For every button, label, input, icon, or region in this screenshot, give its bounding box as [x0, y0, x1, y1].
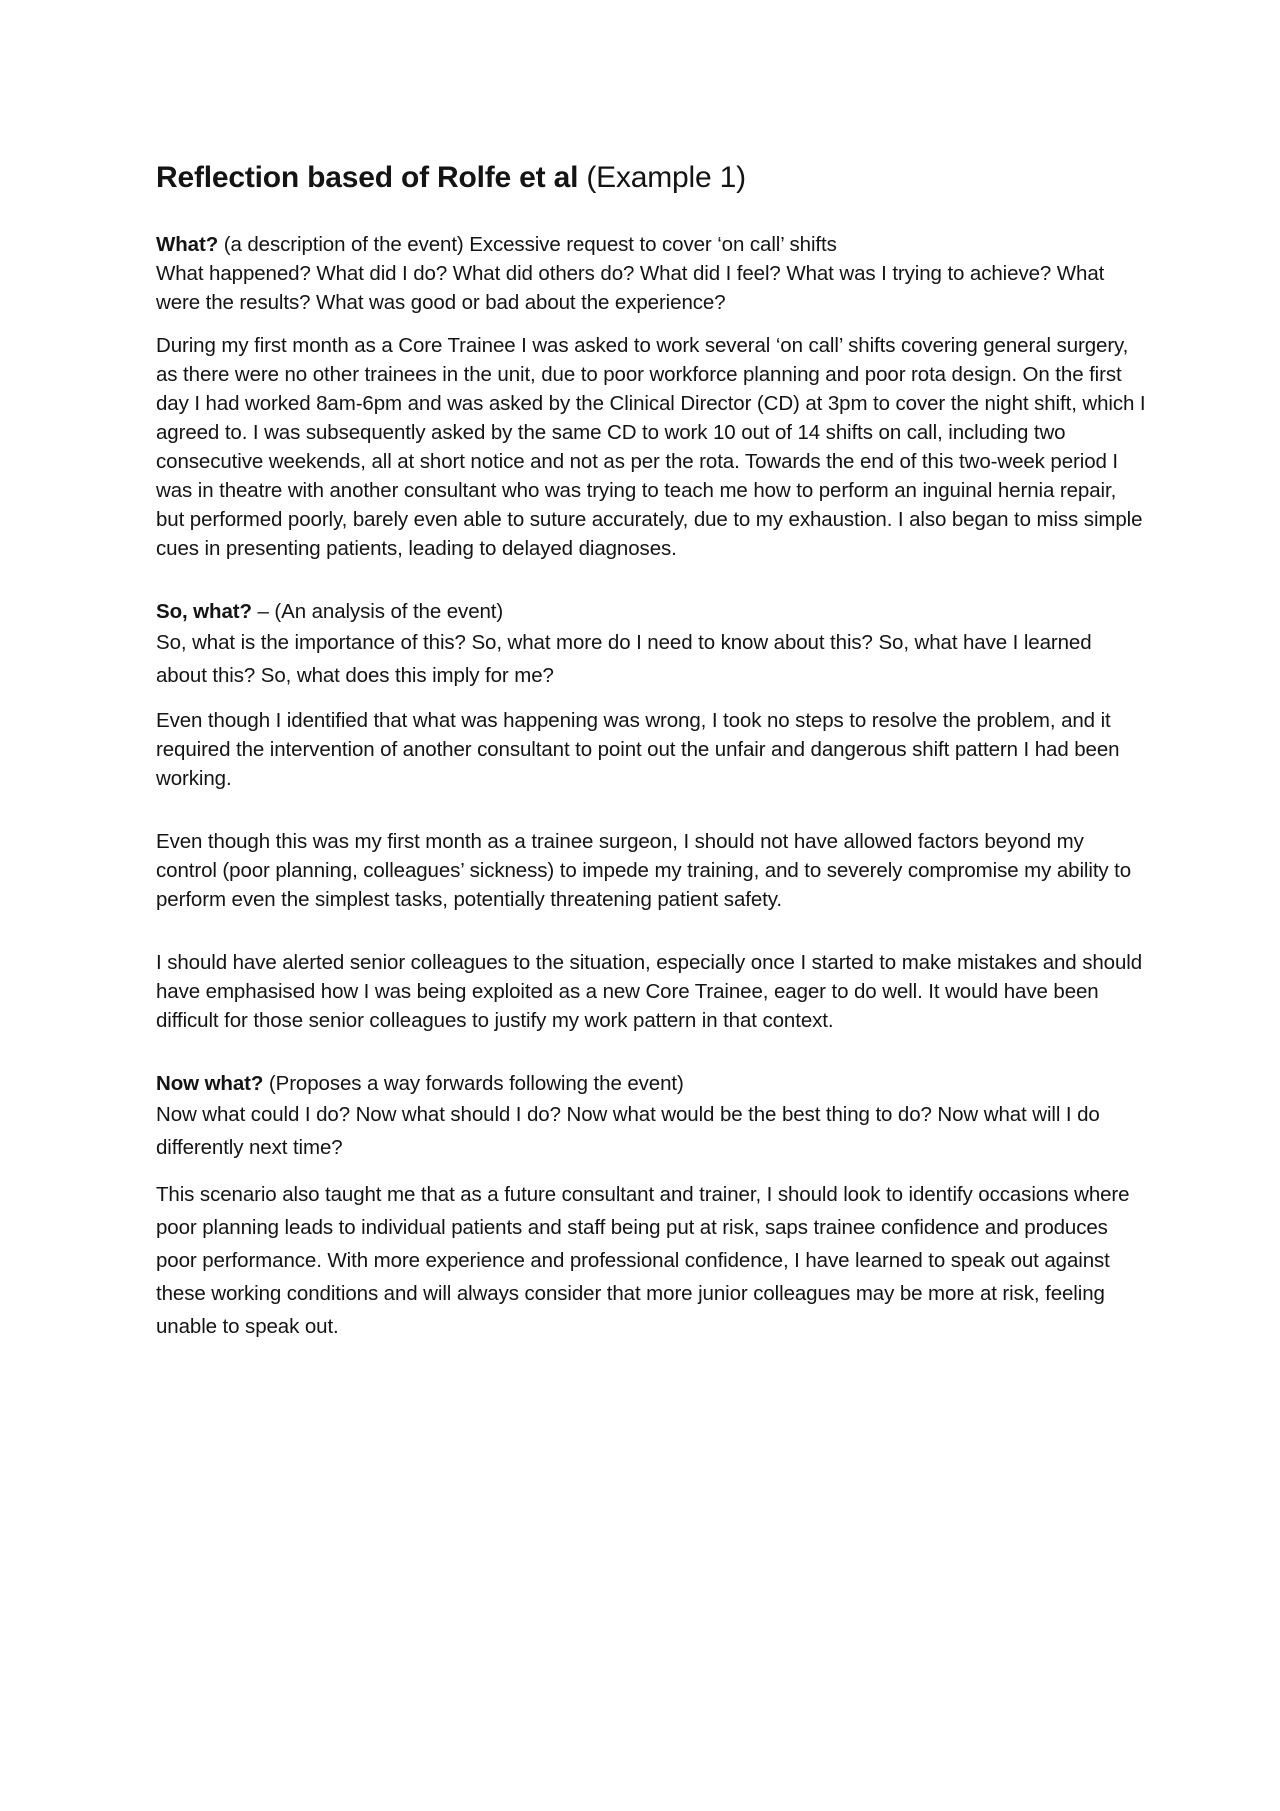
what-heading-line [156, 230, 1146, 259]
so-what-heading: So, what? [156, 600, 252, 623]
now-what-heading: Now what? [156, 1072, 264, 1095]
title-example: (Example 1) [586, 161, 746, 194]
so-what-body-3: I should have alerted senior colleagues to the situation, especially once I started to make mistakes and should have emphasised how I was being exploited as a new Core Trainee, eager to do well. It would have been difficult for those senior colleagues to justify my work pattern in that context. [156, 951, 1143, 1032]
so-what-prompts: So, what is the importance of this? So, what more do I need to know about this? So, what have I learned about this? So, what does this imply for me? [156, 631, 1092, 687]
title-bold: Reflection based of Rolfe et al [156, 161, 579, 194]
so-what-heading-description: – (An analysis of the event) [257, 600, 504, 623]
so-what-body-1: Even though I identified that what was happening was wrong, I took no steps to resolve the problem, and it required the intervention of another consultant to point out the unfair and dangerous shift pattern I had been working. [156, 709, 1120, 790]
now-what-prompts: Now what could I do? Now what should I do? Now what would be the best thing to do? Now what will I do differently next time? [156, 1103, 1100, 1159]
what-body: During my first month as a Core Trainee I was asked to work several ‘on call’ shifts covering general surgery, as there were no other trainees in the unit, due to poor workforce planning and poor rota design. On the first day I had worked 8am-6pm and was asked by the Clinical Director (CD) at 3pm to cover the night shift, which I agreed to. I was subsequently asked by the same CD to work 10 out of 14 shifts on call, including two consecutive weekends, all at short notice and not as per the rota. Towards the end of this two-week period I was in theatre with another consultant who was trying to teach me how to perform an inguinal hernia repair, but performed poorly, barely even able to suture accurately, due to my exhaustion. I also began to miss simple cues in presenting patients, leading to delayed diagnoses. [156, 334, 1146, 560]
what-prompts: What happened? What did I do? What did others do? What did I feel? What was I trying to achieve? What were the results? What was good or bad about the experience? [156, 262, 1105, 314]
so-what-body-2: Even though this was my first month as a trainee surgeon, I should not have allowed factors beyond my control (poor planning, colleagues’ sickness) to impede my training, and to severely compromise my ability to perform even the simplest tasks, potentially threatening patient safety. [156, 830, 1132, 911]
what-heading-description: (a description of the event) Excessive request to cover ‘on call’ shifts [223, 233, 837, 256]
document-page [156, 160, 1146, 1343]
now-what-heading-description: (Proposes a way forwards following the event) [268, 1072, 684, 1095]
so-what-heading-line [156, 597, 1146, 626]
now-what-body: This scenario also taught me that as a future consultant and trainer, I should look to identify occasions where poor planning leads to individual patients and staff being put at risk, saps trainee confidence and produces poor performance. With more experience and professional confidence, I have learned to speak out against these working conditions and will always consider that more junior colleagues may be more at risk, feeling unable to speak out. [156, 1183, 1130, 1338]
what-heading: What? [156, 233, 219, 256]
page-title [156, 160, 1146, 196]
now-what-heading-line [156, 1069, 1146, 1098]
